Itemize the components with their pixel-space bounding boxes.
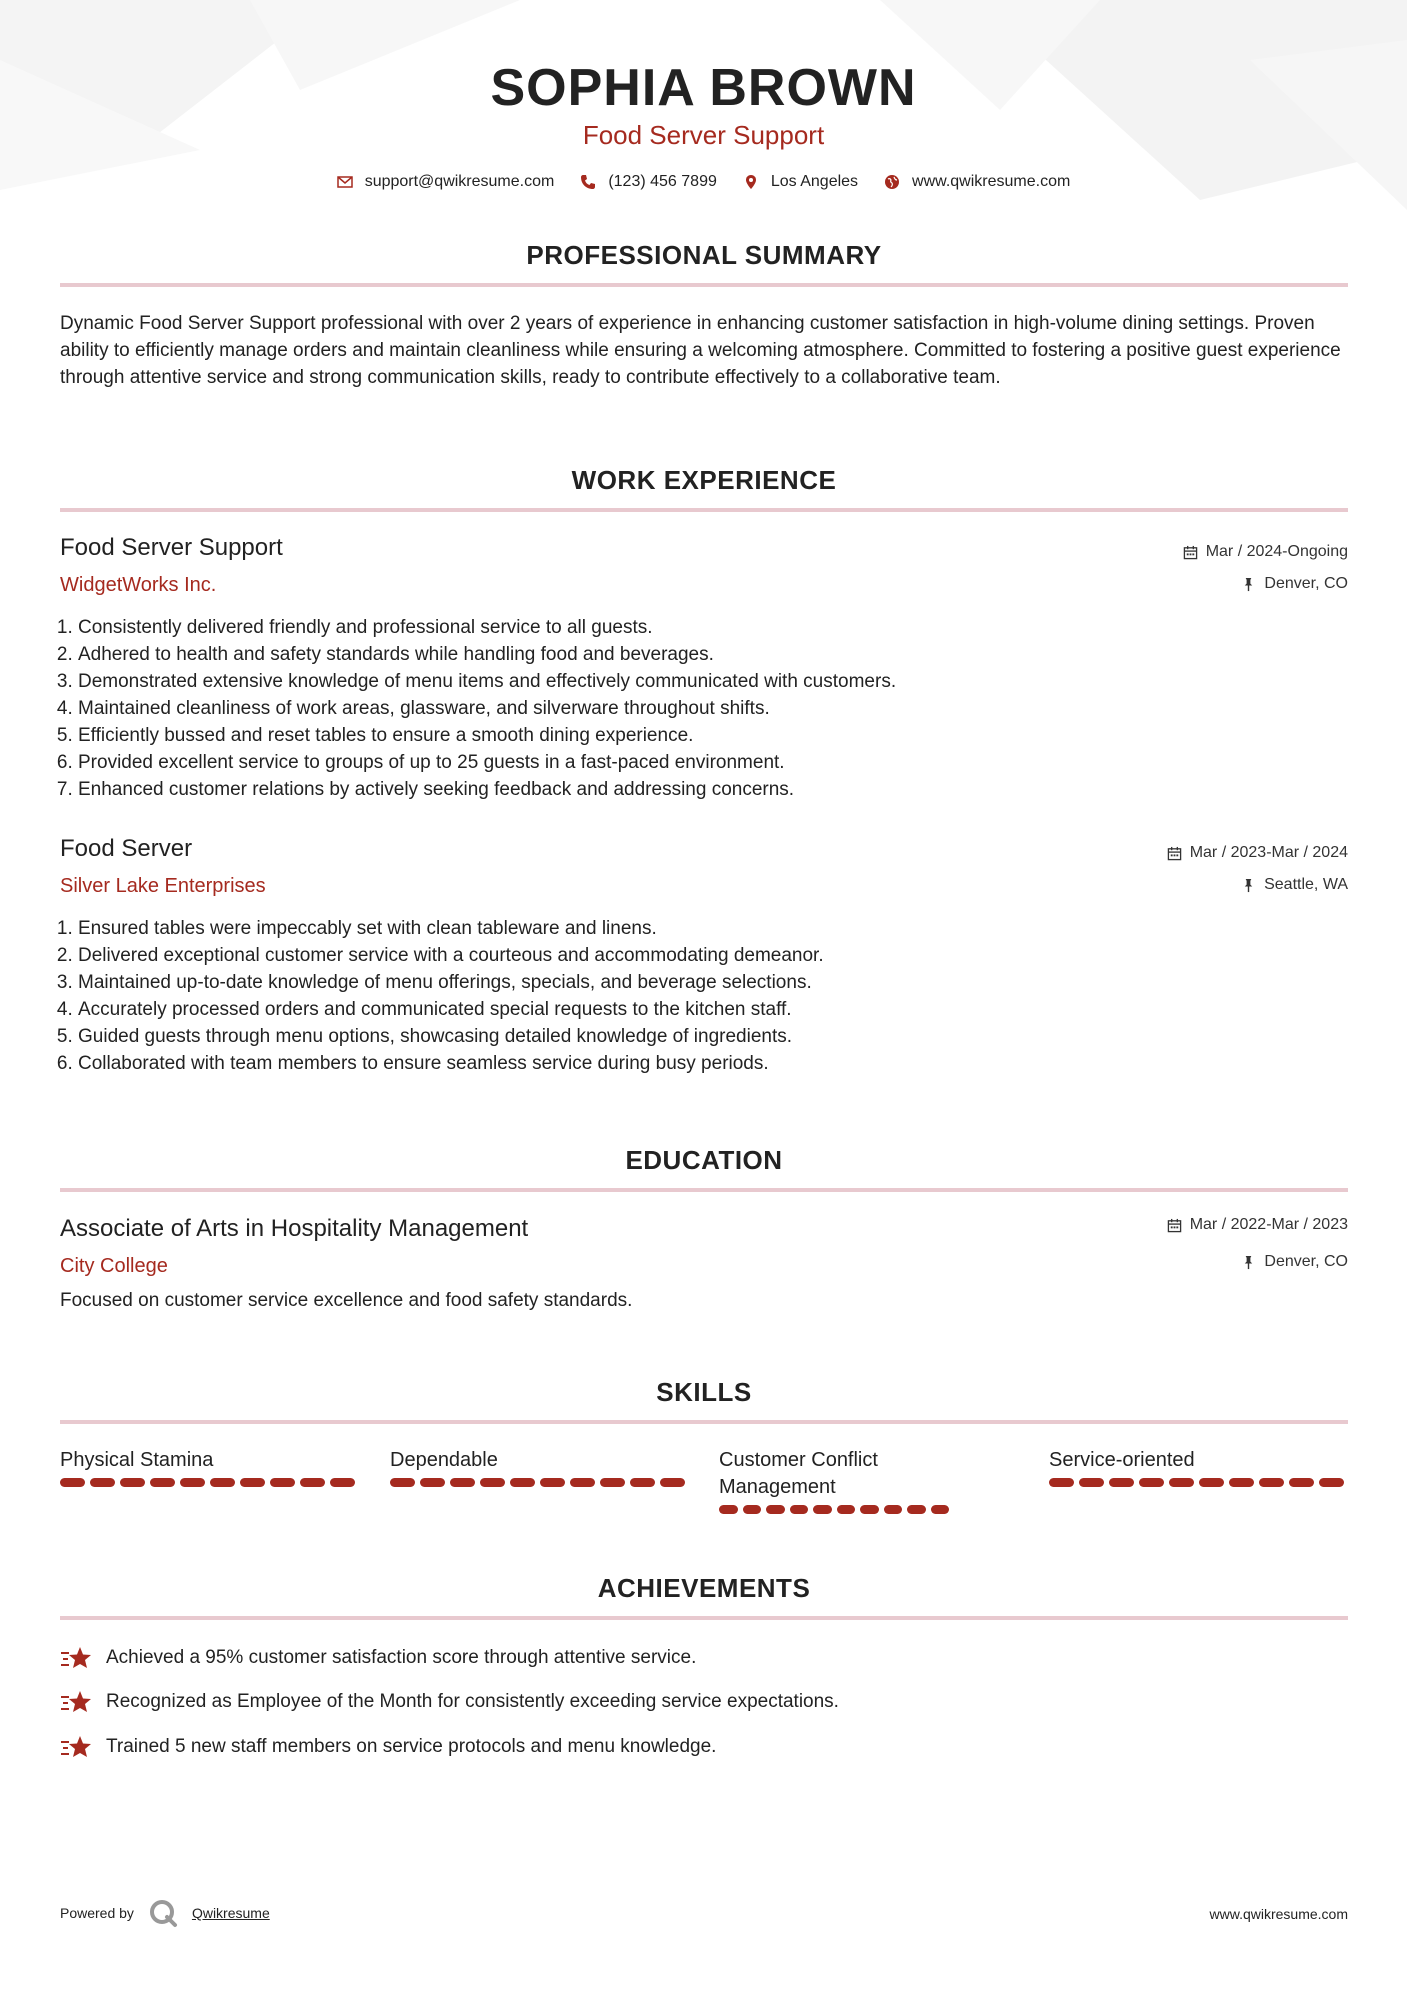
skill-level-dash	[790, 1505, 809, 1514]
envelope-icon	[337, 174, 353, 190]
job-location-text: Seattle, WA	[1264, 876, 1348, 893]
skill-level-dash	[884, 1505, 903, 1514]
skill-level-dash	[660, 1478, 685, 1487]
job-location	[1241, 575, 1348, 593]
calendar-icon	[1167, 1218, 1182, 1233]
experience-heading: WORK EXPERIENCE	[571, 465, 837, 495]
powered-by-text: Powered by	[60, 1905, 134, 1921]
list-item: 5. Guided guests through menu options, showcasing detailed knowledge of ingredients.	[78, 1023, 1358, 1050]
website-text: www.qwikresume.com	[912, 173, 1071, 190]
skill-level-dash	[510, 1478, 535, 1487]
job-dates	[1167, 844, 1348, 862]
star-award-icon	[60, 1689, 92, 1715]
skill-name: Service-oriented	[1049, 1449, 1195, 1471]
achievements-heading: ACHIEVEMENTS	[597, 1573, 811, 1603]
list-item: 5. Efficiently bussed and reset tables to ensure a smooth dining experience.	[78, 722, 1358, 749]
skill-item	[60, 1447, 360, 1487]
footer-website[interactable]: www.qwikresume.com	[1209, 1906, 1348, 1922]
skill-level-dash	[300, 1478, 325, 1487]
skill-level-dash	[240, 1478, 265, 1487]
pushpin-icon	[1241, 878, 1256, 893]
qwikresume-logo-icon	[148, 1898, 178, 1928]
calendar-icon	[1183, 545, 1198, 560]
star-award-icon	[60, 1645, 92, 1671]
achievement-text: Recognized as Employee of the Month for consistently exceeding service expectations.	[106, 1691, 839, 1712]
skill-level-dash	[630, 1478, 655, 1487]
achievement-text: Achieved a 95% customer satisfaction score through attentive service.	[106, 1647, 697, 1668]
candidate-role: Food Server Support	[582, 120, 825, 150]
skill-level-dash	[450, 1478, 475, 1487]
skill-level-dash	[210, 1478, 235, 1487]
skill-level-dash	[931, 1505, 950, 1514]
skill-level-dash	[1289, 1478, 1314, 1487]
education-heading: EDUCATION	[625, 1145, 783, 1175]
skill-level-dash	[1259, 1478, 1284, 1487]
job-dates	[1183, 543, 1348, 561]
skill-level-dash	[743, 1505, 762, 1514]
achievement-item	[60, 1645, 696, 1671]
job-company: Silver Lake Enterprises	[60, 875, 266, 897]
job-company: WidgetWorks Inc.	[60, 574, 217, 596]
skill-level-dash	[480, 1478, 505, 1487]
skill-level-dash	[420, 1478, 445, 1487]
job-title: Food Server Support	[60, 534, 283, 561]
education-dates	[1167, 1216, 1348, 1234]
summary-heading: PROFESSIONAL SUMMARY	[526, 240, 882, 270]
skills-divider	[60, 1420, 1348, 1424]
brand-link[interactable]: Qwikresume	[191, 1905, 270, 1921]
education-dates-text: Mar / 2022-Mar / 2023	[1189, 1216, 1348, 1233]
skill-level-dash	[270, 1478, 295, 1487]
location-text: Los Angeles	[770, 173, 859, 190]
job-location-text: Denver, CO	[1264, 575, 1348, 592]
job-dates-text: Mar / 2023-Mar / 2024	[1189, 844, 1348, 861]
education-description: Focused on customer service excellence and food safety standards.	[60, 1290, 633, 1311]
achievement-text: Trained 5 new staff members on service protocols and menu knowledge.	[106, 1736, 717, 1757]
skill-level-dash	[1169, 1478, 1194, 1487]
skill-name: Customer Conflict Management	[719, 1449, 878, 1498]
achievements-divider	[60, 1616, 1348, 1620]
list-item: 7. Enhanced customer relations by actively seeking feedback and addressing concerns.	[78, 776, 1358, 803]
list-item: 6. Provided excellent service to groups of up to 25 guests in a fast-paced environment.	[78, 749, 1358, 776]
contact-bar	[0, 173, 1407, 191]
job-location	[1241, 876, 1348, 894]
skill-item	[719, 1447, 949, 1514]
list-item: 2. Adhered to health and safety standards while handling food and beverages.	[78, 641, 1358, 668]
skill-level-dash	[90, 1478, 115, 1487]
skill-level-dash	[837, 1505, 856, 1514]
skill-level-dash	[1319, 1478, 1344, 1487]
contact-email[interactable]	[337, 173, 555, 191]
skill-level-dash	[180, 1478, 205, 1487]
calendar-icon	[1167, 846, 1182, 861]
footer-branding	[60, 1898, 270, 1928]
skill-level-bar	[719, 1505, 949, 1514]
skill-level-dash	[766, 1505, 785, 1514]
skill-level-dash	[1079, 1478, 1104, 1487]
phone-text: (123) 456 7899	[608, 173, 717, 190]
email-text: support@qwikresume.com	[364, 173, 555, 190]
experience-divider	[60, 508, 1348, 512]
achievement-item	[60, 1734, 716, 1760]
contact-phone[interactable]	[580, 173, 717, 191]
star-award-icon	[60, 1734, 92, 1760]
skill-name: Dependable	[390, 1449, 498, 1471]
job-responsibilities	[60, 614, 1358, 803]
candidate-name: SOPHIA BROWN	[490, 59, 917, 117]
skill-level-dash	[1109, 1478, 1134, 1487]
contact-website[interactable]	[884, 173, 1070, 191]
list-item: 3. Maintained up-to-date knowledge of menu offerings, specials, and beverage selections.	[78, 969, 1358, 996]
list-item: 6. Collaborated with team members to ensure seamless service during busy periods.	[78, 1050, 1358, 1077]
education-divider	[60, 1188, 1348, 1192]
phone-icon	[580, 174, 596, 190]
skill-level-bar	[1049, 1478, 1349, 1487]
school-name: City College	[60, 1255, 168, 1277]
skill-level-dash	[1049, 1478, 1074, 1487]
education-location	[1241, 1253, 1348, 1271]
skill-level-dash	[1229, 1478, 1254, 1487]
skill-item	[390, 1447, 690, 1487]
skill-level-dash	[719, 1505, 738, 1514]
skill-level-dash	[1139, 1478, 1164, 1487]
skill-level-bar	[390, 1478, 690, 1487]
skill-level-dash	[1199, 1478, 1224, 1487]
job-dates-text: Mar / 2024-Ongoing	[1205, 543, 1348, 560]
list-item: 1. Consistently delivered friendly and professional service to all guests.	[78, 614, 1358, 641]
list-item: 1. Ensured tables were impeccably set with clean tableware and linens.	[78, 915, 1358, 942]
skill-level-dash	[860, 1505, 879, 1514]
summary-divider	[60, 283, 1348, 287]
skill-level-dash	[540, 1478, 565, 1487]
list-item: 4. Maintained cleanliness of work areas, glassware, and silverware throughout shifts.	[78, 695, 1358, 722]
skill-name: Physical Stamina	[60, 1449, 214, 1471]
summary-text: Dynamic Food Server Support professional with over 2 years of experience in enhancing customer satisfaction in high-volume dining settings. Proven ability to efficiently manage orders and maintain cleanliness while ensuring a welcoming atmosphere. Committed to fostering a positive guest experience through attentive service and strong communication skills, ready to contribute effectively to a collaborative team.	[60, 313, 1341, 388]
skill-level-dash	[330, 1478, 355, 1487]
list-item: 3. Demonstrated extensive knowledge of menu items and effectively communicated with customers.	[78, 668, 1358, 695]
skill-level-dash	[150, 1478, 175, 1487]
skill-level-dash	[570, 1478, 595, 1487]
skill-level-dash	[600, 1478, 625, 1487]
list-item: 2. Delivered exceptional customer service with a courteous and accommodating demeanor.	[78, 942, 1358, 969]
pushpin-icon	[1241, 1255, 1256, 1270]
contact-location	[743, 173, 858, 191]
skill-level-dash	[390, 1478, 415, 1487]
skill-level-dash	[813, 1505, 832, 1514]
skill-level-dash	[60, 1478, 85, 1487]
skills-heading: SKILLS	[656, 1377, 752, 1407]
skill-level-dash	[907, 1505, 926, 1514]
globe-icon	[884, 174, 900, 190]
map-pin-icon	[743, 174, 759, 190]
degree-title: Associate of Arts in Hospitality Management	[60, 1215, 529, 1242]
job-responsibilities	[60, 915, 1358, 1077]
achievement-item	[60, 1689, 839, 1715]
job-title: Food Server	[60, 835, 193, 862]
skill-level-bar	[60, 1478, 360, 1487]
skill-item	[1049, 1447, 1349, 1487]
skill-level-dash	[120, 1478, 145, 1487]
pushpin-icon	[1241, 577, 1256, 592]
list-item: 4. Accurately processed orders and communicated special requests to the kitchen staff.	[78, 996, 1358, 1023]
education-location-text: Denver, CO	[1264, 1253, 1348, 1270]
